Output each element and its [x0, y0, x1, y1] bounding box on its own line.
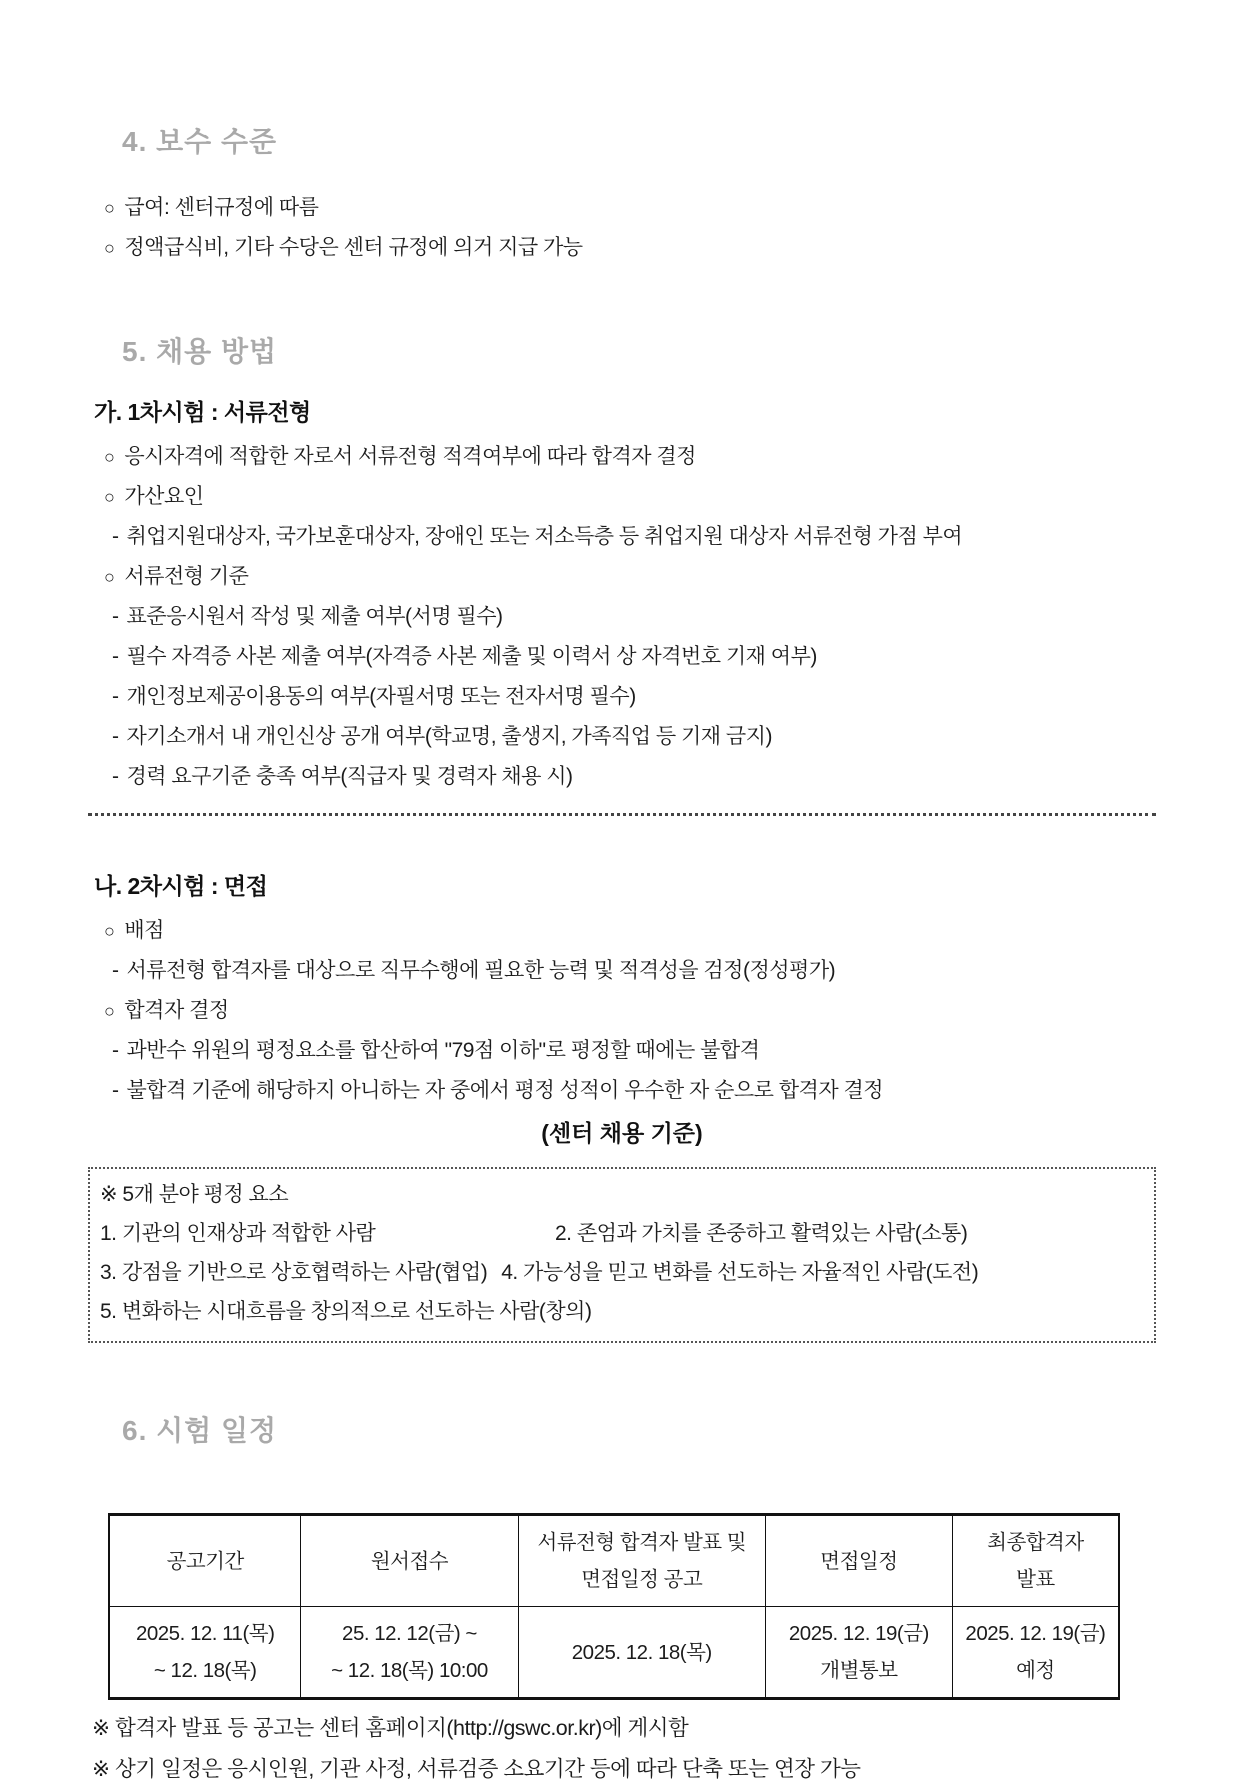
- cell-text: ~ 12. 18(목): [153, 1659, 257, 1682]
- section-pay-title: 4. 보수 수준: [122, 126, 278, 157]
- dash-bullet-icon: -: [112, 525, 119, 548]
- header-text: 면접일정: [820, 1549, 898, 1573]
- second-exam-line: [112, 951, 1156, 991]
- header-text: 원서접수: [370, 1549, 449, 1573]
- first-exam-line-text: 경력 요구기준 충족 여부(직급자 및 경력자 채용 시): [126, 765, 573, 788]
- first-exam-line: [104, 557, 1156, 597]
- criteria-item-4: 4. 가능성을 믿고 변화를 선도하는 자율적인 사람(도전): [501, 1261, 979, 1284]
- cell-text: 2025. 12. 11(목): [135, 1622, 275, 1645]
- second-exam-line-text: 합격자 결정: [124, 999, 229, 1022]
- cell-text: ~ 12. 18(목) 10:00: [331, 1659, 488, 1682]
- pay-line: [104, 228, 1156, 268]
- circle-bullet-icon: ○: [104, 1001, 115, 1021]
- cell-text: 개별통보: [820, 1659, 898, 1682]
- header-cell-interview: [765, 1515, 952, 1607]
- second-exam-line-text: 과반수 위원의 평정요소를 합산하여 "79점 이하"로 평정할 때에는 불합격: [126, 1039, 760, 1062]
- first-exam-line-text: 개인정보제공이용동의 여부(자필서명 또는 전자서명 필수): [126, 685, 636, 708]
- dash-bullet-icon: -: [112, 959, 119, 982]
- second-exam-heading: 나. 2차시험 : 면접: [94, 873, 268, 899]
- header-cell-final-result: [952, 1515, 1119, 1607]
- cell-final-result: [952, 1607, 1119, 1699]
- criteria-item-3: 3. 강점을 기반으로 상호협력하는 사람(협업): [100, 1261, 488, 1284]
- second-exam-line-text: 서류전형 합격자를 대상으로 직무수행에 필요한 능력 및 적격성을 검정(정성평가): [126, 959, 836, 982]
- first-exam-line: [112, 597, 1156, 637]
- table-header-row: [109, 1515, 1119, 1607]
- cell-text: 25. 12. 12(금) ~: [342, 1622, 477, 1645]
- header-text: 면접일정 공고: [581, 1568, 703, 1591]
- header-text: 발표: [1016, 1568, 1055, 1591]
- first-exam-line-text: 취업지원대상자, 국가보훈대상자, 장애인 또는 저소득층 등 취업지원 대상자 서류전형 가점 부여: [126, 525, 963, 548]
- first-exam-heading: 가. 1차시험 : 서류전형: [94, 399, 311, 425]
- criteria-box-title: ※ 5개 분야 평정 요소: [100, 1183, 289, 1206]
- first-exam-line: [104, 477, 1156, 517]
- header-text: 서류전형 합격자 발표 및: [537, 1531, 747, 1554]
- header-cell-application: [301, 1515, 518, 1607]
- section-schedule-title: 6. 시험 일정: [122, 1415, 278, 1446]
- pay-line: [104, 188, 1156, 228]
- center-caption: (센터 채용 기준): [541, 1120, 703, 1146]
- circle-bullet-icon: ○: [104, 567, 115, 587]
- second-exam-line-text: 배점: [124, 919, 164, 942]
- first-exam-line-text: 자기소개서 내 개인신상 공개 여부(학교명, 출생지, 가족직업 등 기재 금지): [126, 725, 772, 748]
- first-exam-line: [112, 717, 1156, 757]
- circle-bullet-icon: ○: [104, 487, 115, 507]
- header-cell-notice-period: [109, 1515, 301, 1607]
- dash-bullet-icon: -: [112, 685, 119, 708]
- cell-notice-period: [109, 1607, 301, 1699]
- second-exam-line: [112, 1031, 1156, 1071]
- first-exam-line: [112, 757, 1156, 797]
- circle-bullet-icon: ○: [104, 447, 115, 467]
- first-exam-line: [104, 437, 1156, 477]
- spacer: [88, 816, 1156, 868]
- header-text: 최종합격자: [987, 1531, 1084, 1554]
- criteria-row: [100, 1214, 1144, 1253]
- cell-text: 2025. 12. 18(목): [571, 1640, 712, 1664]
- header-cell-document-result: [518, 1515, 765, 1607]
- circle-bullet-icon: ○: [104, 198, 115, 218]
- cell-application: [301, 1607, 518, 1699]
- first-exam-line-text: 응시자격에 적합한 자로서 서류전형 적격여부에 따라 합격자 결정: [124, 445, 696, 468]
- pay-line-text: 정액급식비, 기타 수당은 센터 규정에 의거 지급 가능: [124, 236, 583, 259]
- schedule-notes: [88, 1708, 1156, 1790]
- circle-bullet-icon: ○: [104, 238, 115, 258]
- first-exam-line-text: 서류전형 기준: [124, 565, 249, 588]
- cell-text: 2025. 12. 19(금): [965, 1622, 1106, 1645]
- second-exam-line: [104, 911, 1156, 951]
- section-method-title: 5. 채용 방법: [122, 336, 278, 367]
- dash-bullet-icon: -: [112, 605, 119, 628]
- cell-text: 2025. 12. 19(금): [788, 1622, 929, 1645]
- cell-text: 예정: [1016, 1659, 1055, 1682]
- circle-bullet-icon: ○: [104, 921, 115, 941]
- cell-interview: [765, 1607, 952, 1699]
- first-exam-line-text: 필수 자격증 사본 제출 여부(자격증 사본 제출 및 이력서 상 자격번호 기재 여부): [126, 645, 817, 668]
- first-exam-line: [112, 637, 1156, 677]
- first-exam-line: [112, 677, 1156, 717]
- dash-bullet-icon: -: [112, 765, 119, 788]
- dash-bullet-icon: -: [112, 1079, 119, 1102]
- dash-bullet-icon: -: [112, 645, 119, 668]
- criteria-item-5: 5. 변화하는 시대흐름을 창의적으로 선도하는 사람(창의): [100, 1300, 592, 1323]
- criteria-item-2: 2. 존엄과 가치를 존중하고 활력있는 사람(소통): [555, 1222, 968, 1245]
- second-exam-line: [112, 1071, 1156, 1111]
- first-exam-line: [112, 517, 1156, 557]
- header-text: 공고기간: [166, 1549, 244, 1573]
- dash-bullet-icon: -: [112, 1039, 119, 1062]
- cell-document-result: [518, 1607, 765, 1699]
- criteria-box: [88, 1167, 1156, 1343]
- second-exam-line: [104, 991, 1156, 1031]
- table-data-row: [109, 1607, 1119, 1699]
- first-exam-line-text: 표준응시원서 작성 및 제출 여부(서명 필수): [126, 605, 503, 628]
- note-line: ※ 상기 일정은 응시인원, 기관 사정, 서류검증 소요기간 등에 따라 단축 또는 연장 가능: [92, 1757, 861, 1781]
- first-exam-line-text: 가산요인: [124, 485, 204, 508]
- schedule-table: [108, 1513, 1120, 1700]
- pay-line-text: 급여: 센터규정에 따름: [124, 196, 319, 219]
- second-exam-line-text: 불합격 기준에 해당하지 아니하는 자 중에서 평정 성적이 우수한 자 순으로 합격자 결정: [126, 1079, 884, 1102]
- note-line: ※ 합격자 발표 등 공고는 센터 홈페이지(http://gswc.or.kr)에 게시함: [92, 1716, 689, 1740]
- criteria-row: [100, 1253, 1144, 1292]
- dash-bullet-icon: -: [112, 725, 119, 748]
- criteria-item-1: 1. 기관의 인재상과 적합한 사람: [100, 1222, 376, 1245]
